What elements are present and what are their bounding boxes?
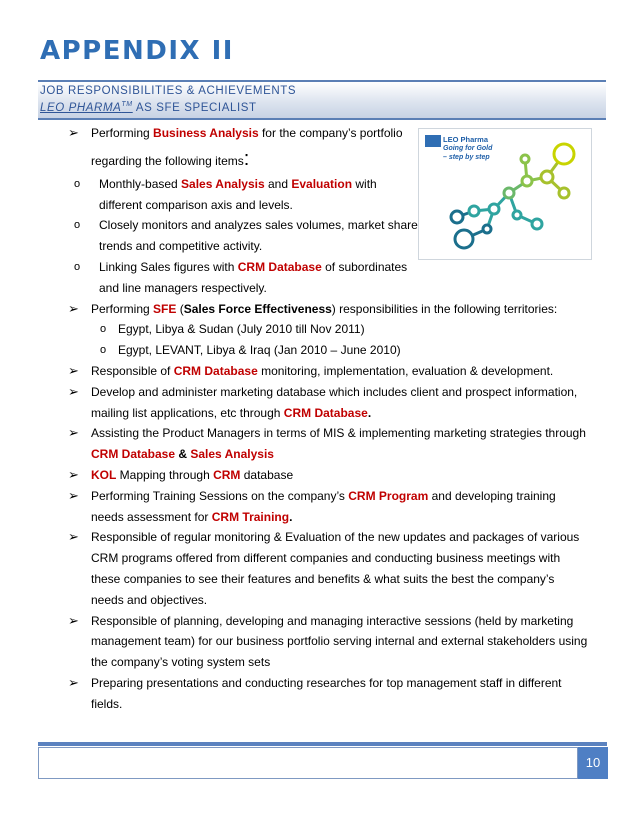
list-item [70, 123, 421, 144]
text: & [175, 447, 191, 462]
footer-box [38, 747, 578, 779]
text: Mapping through [116, 467, 214, 482]
highlight: CRM Database [283, 405, 368, 420]
bold-text: Sales Force Effectiveness [183, 301, 332, 316]
circle-bullet-icon: o [74, 177, 81, 190]
highlight: CRM Training [211, 509, 290, 524]
highlight: CRM Program [348, 488, 429, 503]
banner-subheading [40, 101, 257, 114]
highlight: CRM [213, 467, 241, 482]
text: . [289, 509, 293, 524]
text: Monthly-based [99, 176, 182, 191]
text: Performing Training Sessions on the company’s [91, 488, 349, 503]
text: Egypt, Libya & Sudan (July 2010 till Nov 2011) [118, 322, 365, 337]
page-title: APPENDIX II [40, 36, 234, 66]
sub-item [70, 174, 429, 216]
text: these companies to see their features and benefits & what suits the best the company’s [91, 571, 555, 586]
logo-line-3: – step by step [443, 154, 490, 161]
arrow-bullet-icon: ➢ [68, 362, 79, 378]
text: Develop and administer marketing database which includes client and prospect information, [91, 384, 578, 399]
arrow-bullet-icon: ➢ [68, 383, 79, 399]
highlight: KOL [91, 467, 117, 482]
list-item [70, 486, 600, 528]
list-item [70, 299, 600, 320]
text: database [240, 467, 294, 482]
list-item [70, 382, 600, 424]
highlight: CRM Database [91, 447, 176, 462]
text: ) responsibilities in the following territories: [331, 301, 558, 316]
text: regarding the following items [91, 153, 244, 168]
text: and [264, 176, 292, 191]
text: and developing training [428, 488, 556, 503]
text: with [352, 176, 377, 191]
role-text: AS SFE SPECIALIST [132, 101, 257, 114]
circle-bullet-icon: o [100, 323, 107, 336]
highlight: Evaluation [291, 176, 353, 191]
list-item [70, 465, 600, 486]
text: mailing list applications, etc through [91, 405, 284, 420]
sub-item [70, 215, 600, 257]
text: CRM programs offered from different companies and conducting business meetings with [91, 551, 561, 566]
text: and line managers respectively. [99, 280, 267, 295]
list-item [70, 527, 600, 610]
highlight: Business Analysis [153, 126, 259, 140]
text: Egypt, LEVANT, Libya & Iraq (Jan 2010 – June 2010) [118, 343, 401, 358]
highlight: Sales Analysis [190, 447, 274, 462]
text: Responsible of [91, 363, 174, 378]
text: Preparing presentations and conducting researches for top management staff in different [91, 675, 562, 690]
text: needs and objectives. [91, 592, 208, 607]
text: management team) for our business portfolio serving internal and external stakeholders using [91, 634, 588, 649]
page-number: 10 [578, 747, 608, 779]
arrow-bullet-icon: ➢ [68, 529, 79, 545]
text: Assisting the Product Managers in terms of MIS & implementing marketing strategies through [91, 426, 586, 441]
text: the company’s voting system sets [91, 655, 271, 670]
company-text: LEO PHARMA [40, 101, 122, 114]
arrow-bullet-icon: ➢ [68, 125, 79, 140]
logo-line-1: LEO Pharma [443, 135, 489, 144]
text: Responsible of regular monitoring & Evaluation of the new updates and packages of various [91, 530, 580, 545]
arrow-bullet-icon: ➢ [68, 487, 79, 503]
list-item [70, 673, 600, 715]
logo-line-2: Going for Gold [443, 145, 493, 152]
colon: : [243, 147, 250, 170]
arrow-bullet-icon: ➢ [68, 425, 79, 441]
section-banner [38, 80, 606, 120]
text: ( [176, 301, 184, 316]
list-item [70, 423, 600, 465]
text: for the company’s portfolio [258, 126, 403, 140]
trademark: TM [121, 101, 133, 108]
text: Performing [91, 301, 154, 316]
circle-bullet-icon: o [74, 219, 81, 232]
text: Performing [91, 126, 154, 140]
text: different comparison axis and levels. [99, 197, 293, 212]
list-item [70, 611, 600, 673]
text: Responsible of planning, developing and managing interactive sessions (held by marketing [91, 613, 574, 628]
banner-heading: JOB RESPONSIBILITIES & ACHIEVEMENTS [40, 85, 297, 97]
highlight: SFE [153, 301, 177, 316]
arrow-bullet-icon: ➢ [68, 612, 79, 628]
text: Linking Sales figures with [99, 259, 238, 274]
responsibilities-list [70, 123, 600, 715]
circle-bullet-icon: o [74, 260, 81, 273]
highlight: CRM Database [173, 363, 258, 378]
circle-bullet-icon: o [100, 344, 107, 357]
company-name [40, 102, 133, 114]
footer-rule [38, 742, 607, 746]
highlight: CRM Database [237, 259, 322, 274]
territory-item [70, 340, 600, 361]
text: monitoring, implementation, evaluation & development. [257, 363, 554, 378]
highlight: Sales Analysis [181, 176, 265, 191]
arrow-bullet-icon: ➢ [68, 674, 79, 690]
list-item [70, 361, 600, 382]
arrow-bullet-icon: ➢ [68, 300, 79, 316]
territory-item [70, 319, 600, 340]
text: Closely monitors and analyzes sales volumes, market share [99, 218, 418, 233]
text: needs assessment for [91, 509, 212, 524]
sub-item [70, 257, 600, 299]
text: of subordinates [321, 259, 408, 274]
text: . [367, 405, 372, 420]
text: trends and competitive activity. [99, 239, 263, 254]
arrow-bullet-icon: ➢ [68, 466, 79, 482]
text: fields. [91, 696, 123, 711]
list-item-continuation [70, 148, 421, 172]
